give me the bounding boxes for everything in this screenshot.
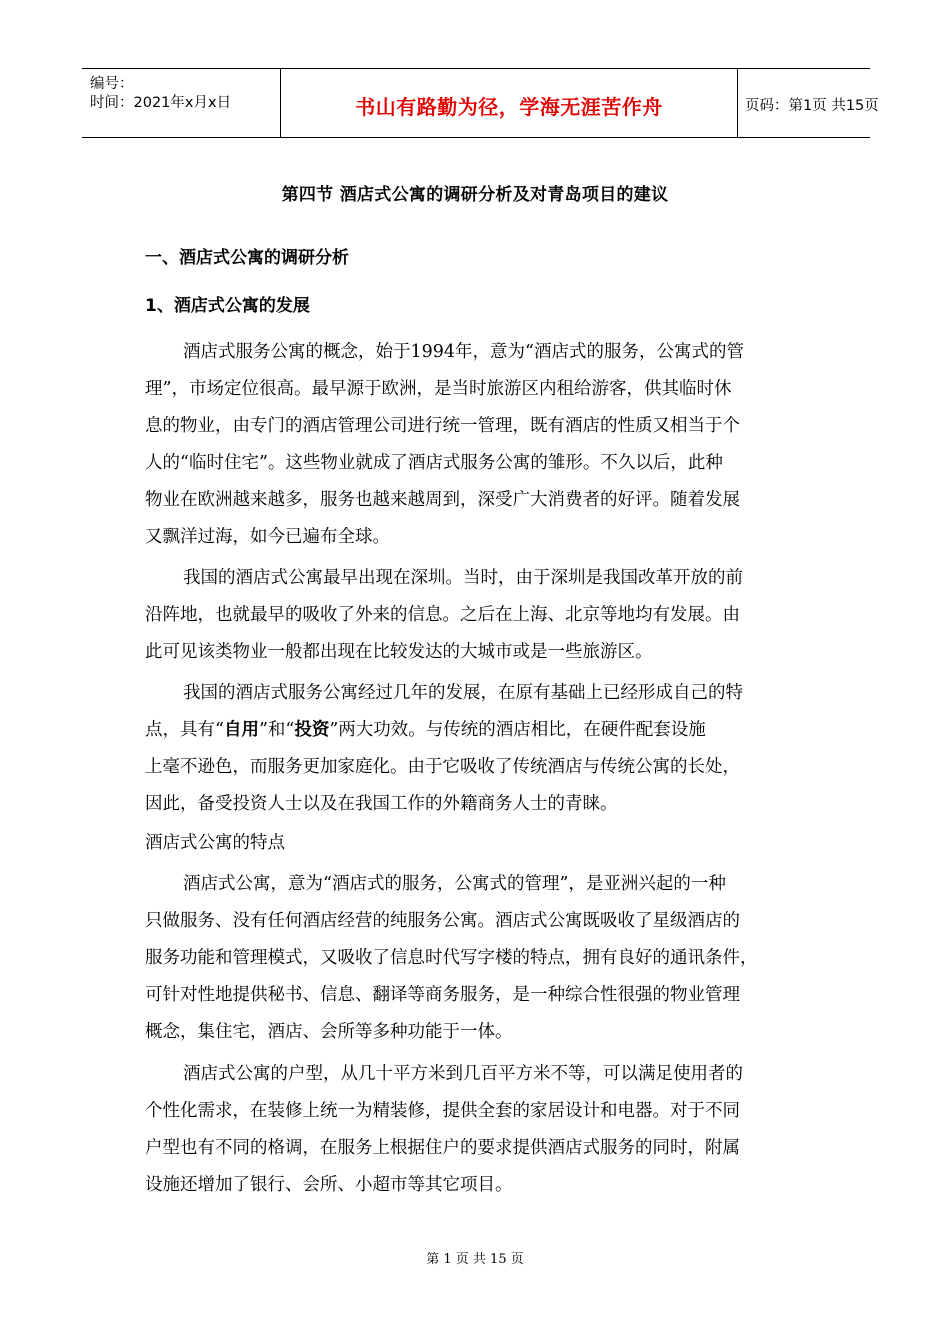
subheading-features (145, 825, 807, 862)
document-date: 时间：2021年x月x日 (90, 95, 232, 111)
text-run: 点，具有“ (145, 720, 224, 740)
text-line: 息的物业，由专门的酒店管理公司进行统一管理，既有酒店的性质又相当于个 (145, 416, 740, 436)
header-info-cell (82, 69, 280, 137)
text-line: 此可见该类物业一般都出现在比较发达的大城市或是一些旅游区。 (145, 642, 653, 662)
text-line: 服务功能和管理模式，又吸收了信息时代写字楼的特点，拥有良好的通讯条件， (145, 948, 758, 968)
text-line: 户型也有不同的格调，在服务上根据住户的要求提供酒店式服务的同时，附属 (145, 1138, 740, 1158)
text-line: 只做服务、没有任何酒店经营的纯服务公寓。酒店式公寓既吸收了星级酒店的 (145, 911, 740, 931)
text-line: 酒店式公寓的特点 (145, 833, 285, 853)
paragraph-development (145, 334, 807, 556)
text-line: 酒店式公寓，意为“酒店式的服务，公寓式的管理”，是亚洲兴起的一种 (183, 874, 726, 894)
text-line: 我国的酒店式公寓最早出现在深圳。当时，由于深圳是我国改革开放的前 (183, 568, 743, 588)
header-page-code: 页码：第1页 共15页 (745, 98, 879, 114)
heading-level-2: 1、酒店式公寓的发展 (145, 296, 310, 316)
heading-level-1: 一、酒店式公寓的调研分析 (145, 248, 349, 268)
header-motto-cell (280, 69, 738, 137)
header-motto: 书山有路勤为径，学海无涯苦作舟 (355, 95, 663, 119)
paragraph-features (145, 866, 807, 1051)
text-run: ”和“ (258, 720, 295, 740)
page-footer: 第 1 页 共 15 页 (426, 1252, 524, 1267)
text-line: 沿阵地，也就最早的吸收了外来的信息。之后在上海、北京等地均有发展。由 (145, 605, 740, 625)
paragraph-china-origin (145, 560, 807, 671)
text-line: 理”，市场定位很高。最早源于欧洲，是当时旅游区内租给游客，供其临时休 (145, 379, 732, 399)
text-line: 因此，备受投资人士以及在我国工作的外籍商务人士的青睐。 (145, 794, 618, 814)
text-line: 可针对性地提供秘书、信息、翻译等商务服务，是一种综合性很强的物业管理 (145, 985, 740, 1005)
header-page-cell (737, 69, 879, 137)
text-line: 上毫不逊色，而服务更加家庭化。由于它吸收了传统酒店与传统公寓的长处， (145, 757, 740, 777)
text-line (145, 712, 807, 749)
text-line: 我国的酒店式服务公寓经过几年的发展，在原有基础上已经形成自己的特 (183, 683, 743, 703)
text-line: 酒店式服务公寓的概念，始于1994年，意为“酒店式的服务，公寓式的管 (183, 342, 744, 362)
section-title: 第四节 酒店式公寓的调研分析及对青岛项目的建议 (281, 185, 669, 205)
text-line: 人的“临时住宅”。这些物业就成了酒店式服务公寓的雏形。不久以后，此种 (145, 453, 723, 473)
page-header (82, 68, 879, 138)
text-line: 又飘洋过海，如今已遍布全球。 (145, 527, 390, 547)
text-run: ”两大功效。与传统的酒店相比，在硬件配套设施 (329, 720, 706, 740)
bold-term-self-use: 自用 (223, 720, 259, 740)
bold-term-investment: 投资 (294, 720, 330, 740)
text-line: 个性化需求，在装修上统一为精装修，提供全套的家居设计和电器。对于不同 (145, 1101, 740, 1121)
text-line: 概念，集住宅，酒店、会所等多种功能于一体。 (145, 1022, 513, 1042)
text-line: 物业在欧洲越来越多，服务也越来越周到，深受广大消费者的好评。随着发展 (145, 490, 740, 510)
text-line: 设施还增加了银行、会所、小超市等其它项目。 (145, 1175, 513, 1195)
document-number-label: 编号： (90, 76, 134, 92)
paragraph-functions (145, 675, 807, 823)
text-line: 酒店式公寓的户型，从几十平方米到几百平方米不等，可以满足使用者的 (183, 1064, 743, 1084)
paragraph-layouts (145, 1056, 807, 1204)
